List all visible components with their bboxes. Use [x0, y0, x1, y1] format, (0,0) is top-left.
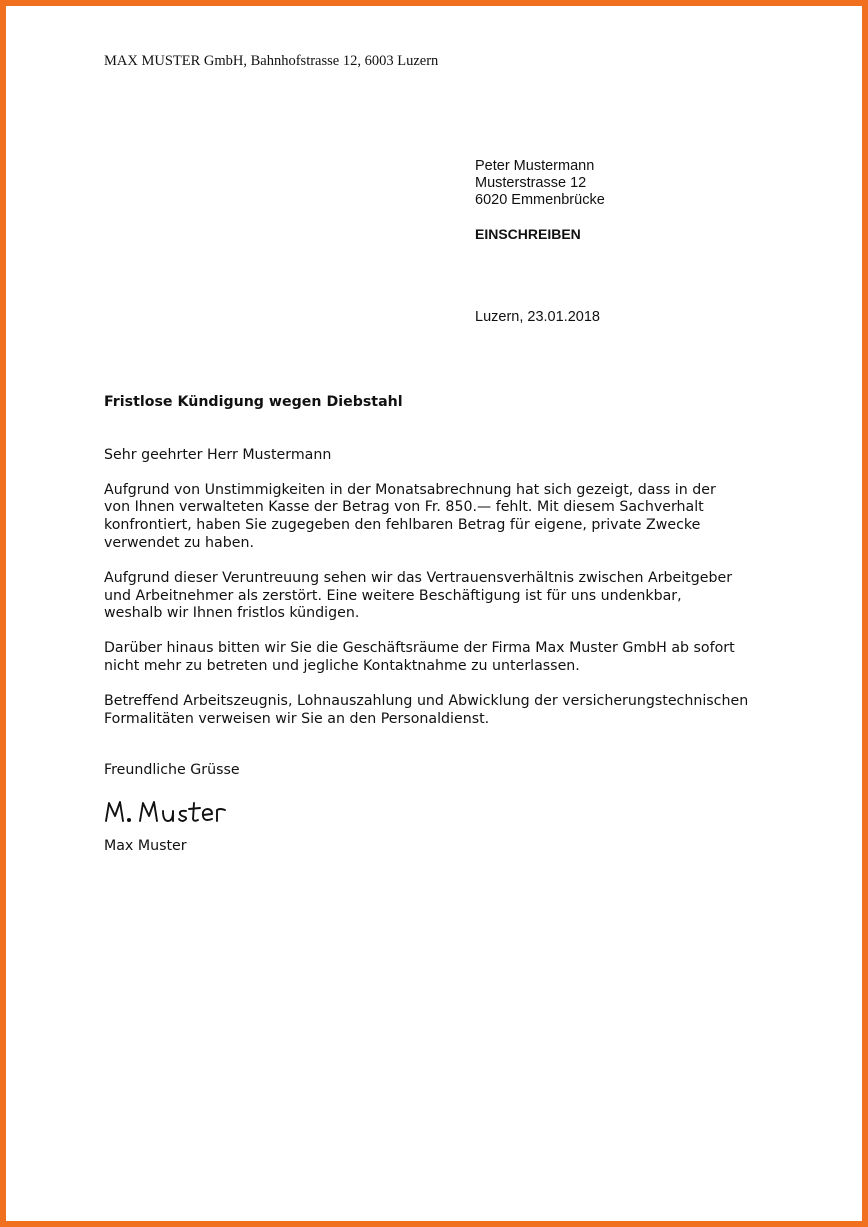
paragraph [104, 693, 784, 729]
letter-subject: Fristlose Kündigung wegen Diebstahl [104, 394, 403, 410]
paragraph-line: Betreffend Arbeitszeugnis, Lohnauszahlung und Abwicklung der versicherungstechnischen [104, 692, 749, 709]
paragraph-line: verwendet zu haben. [104, 534, 254, 551]
paragraph-line: Aufgrund von Unstimmigkeiten in der Monatsabrechnung hat sich gezeigt, dass in der [104, 481, 716, 498]
paragraph [104, 640, 784, 676]
handwritten-signature [104, 794, 784, 828]
paragraph-line: nicht mehr zu betreten und jegliche Kontaktnahme zu unterlassen. [104, 657, 580, 674]
recipient-address [475, 158, 605, 209]
paragraph-line: von Ihnen verwalteten Kasse der Betrag von Fr. 850.— fehlt. Mit diesem Sachverhalt [104, 499, 704, 516]
paragraph-line: Darüber hinaus bitten wir Sie die Geschäftsräume der Firma Max Muster GmbH ab sofort [104, 640, 735, 657]
recipient-street: Musterstrasse 12 [475, 175, 587, 191]
paragraph-line: weshalb wir Ihnen fristlos kündigen. [104, 605, 360, 622]
closing-phrase: Freundliche Grüsse [104, 762, 240, 779]
signature-icon [104, 794, 244, 828]
paragraph-line: konfrontiert, haben Sie zugegeben den fehlbaren Betrag für eigene, private Zwecke [104, 517, 701, 534]
letter-body [104, 394, 784, 856]
salutation: Sehr geehrter Herr Mustermann [104, 446, 332, 463]
paragraph-line: Aufgrund dieser Veruntreuung sehen wir das Vertrauensverhältnis zwischen Arbeitgeber [104, 569, 733, 586]
paragraph-line: und Arbeitnehmer als zerstört. Eine weitere Beschäftigung ist für uns undenkbar, [104, 587, 682, 604]
recipient-name: Peter Mustermann [475, 158, 595, 174]
paragraph-line: Formalitäten verweisen wir Sie an den Personaldienst. [104, 710, 490, 727]
place-date: Luzern, 23.01.2018 [475, 309, 600, 325]
signer-name: Max Muster [104, 838, 187, 855]
recipient-city: 6020 Emmenbrücke [475, 192, 605, 208]
sender-address-line: MAX MUSTER GmbH, Bahnhofstrasse 12, 6003 Luzern [104, 53, 439, 69]
delivery-note: EINSCHREIBEN [475, 226, 581, 242]
paragraph [104, 570, 784, 623]
paragraph [104, 482, 784, 553]
